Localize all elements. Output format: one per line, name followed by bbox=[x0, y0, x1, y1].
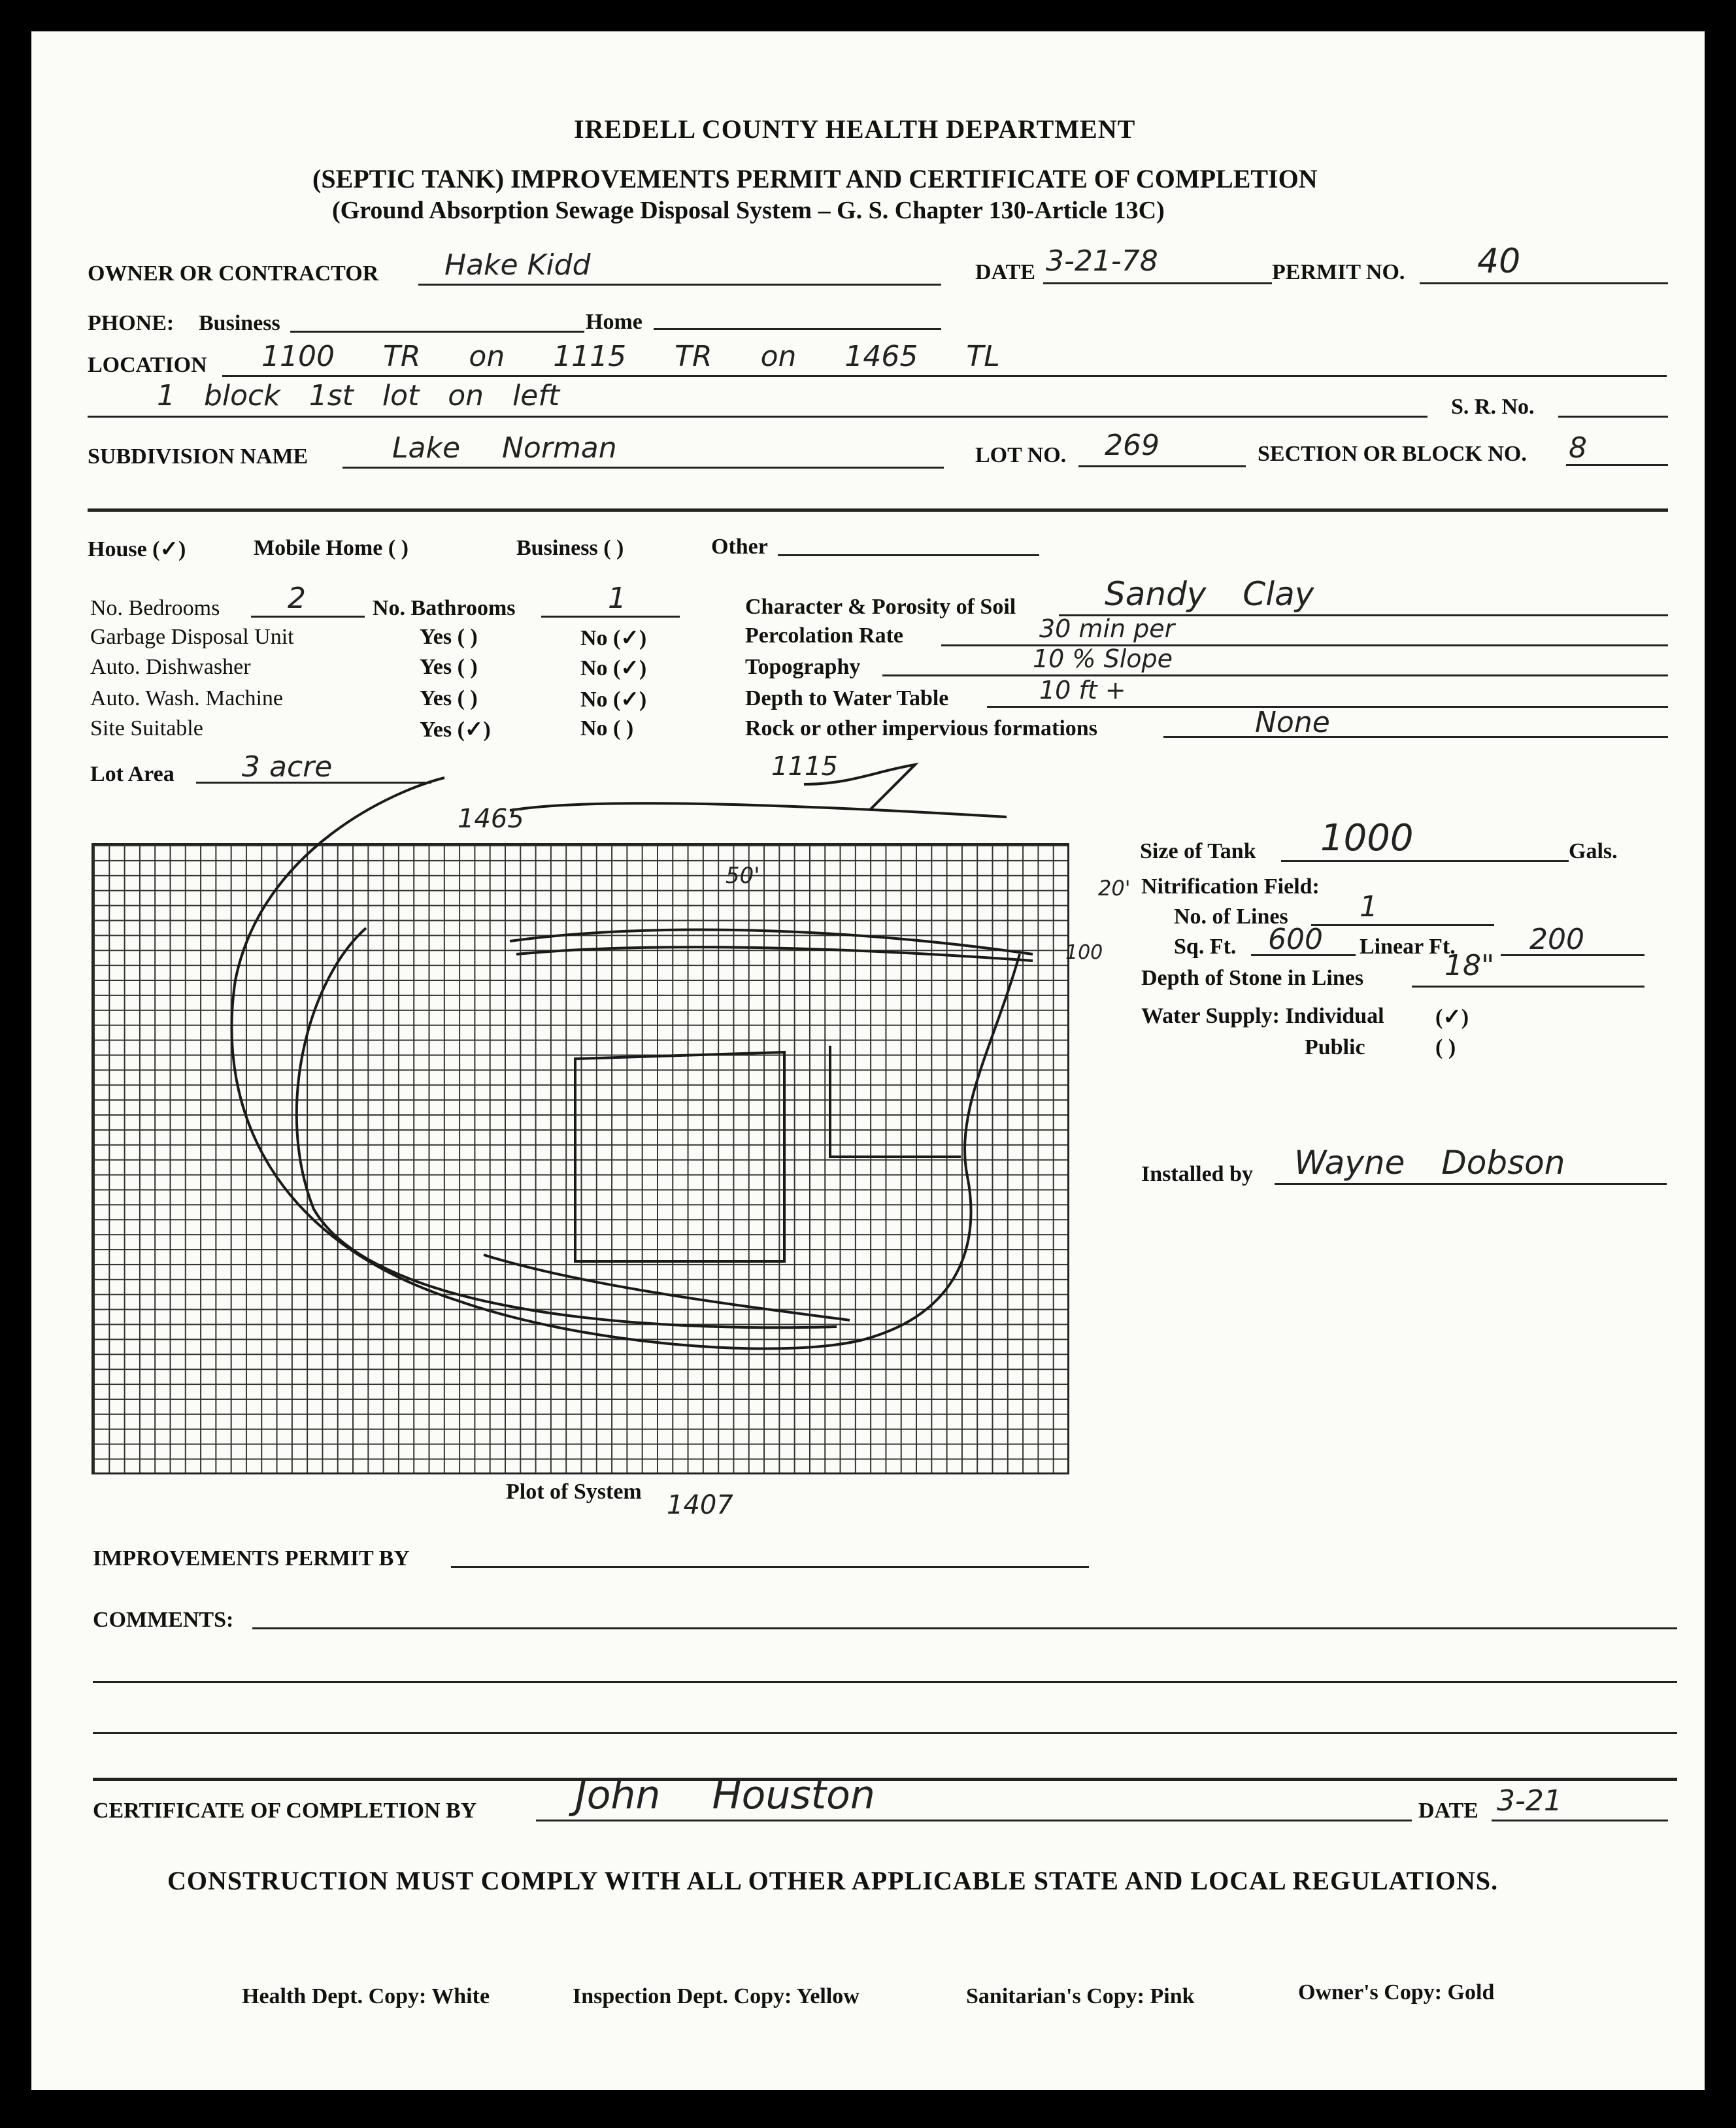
nitrification-label: Nitrification Field: bbox=[1141, 874, 1320, 899]
lot-area-label: Lot Area bbox=[90, 762, 175, 786]
owner-label: OWNER OR CONTRACTOR bbox=[88, 261, 379, 286]
plot-note: 50' bbox=[726, 863, 760, 889]
subdivision-value: Lake Norman bbox=[392, 431, 617, 465]
certificate-date-line bbox=[1492, 1820, 1668, 1821]
comments-line-3 bbox=[93, 1732, 1677, 1734]
type-business: Business ( ) bbox=[516, 536, 624, 560]
location-label: LOCATION bbox=[88, 353, 207, 377]
certificate-date-label: DATE bbox=[1418, 1799, 1478, 1823]
lines-line bbox=[1311, 924, 1494, 926]
installed-by-value: Wayne Dobson bbox=[1294, 1144, 1565, 1182]
stone-depth-value: 18" bbox=[1444, 949, 1495, 982]
fixture-row-no: No ( ) bbox=[580, 716, 634, 740]
topography-value: 10 % Slope bbox=[1033, 644, 1173, 673]
water-table-label: Depth to Water Table bbox=[745, 686, 949, 710]
lines-label: No. of Lines bbox=[1174, 905, 1288, 929]
certificate-line bbox=[536, 1820, 1412, 1821]
tank-size-unit: Gals. bbox=[1569, 839, 1618, 863]
water-table-value: 10 ft + bbox=[1039, 676, 1126, 705]
stone-depth-label: Depth of Stone in Lines bbox=[1141, 966, 1364, 990]
linear-ft-label: Linear Ft. bbox=[1360, 935, 1456, 959]
sr-no-label: S. R. No. bbox=[1451, 395, 1535, 419]
water-supply-label: Water Supply: Individual bbox=[1141, 1004, 1384, 1028]
fixture-row-no: No (✓) bbox=[580, 626, 647, 650]
rock-label: Rock or other impervious formations bbox=[745, 716, 1097, 740]
fixture-row-yes: Yes (✓) bbox=[420, 718, 491, 742]
date-label: DATE bbox=[975, 260, 1035, 284]
phone-home-label: Home bbox=[586, 310, 643, 334]
form-subtitle: (Ground Absorption Sewage Disposal System – G. S. Chapter 130-Article 13C) bbox=[332, 197, 1165, 224]
footer-divider bbox=[93, 1778, 1677, 1781]
water-supply-individual: (✓) bbox=[1435, 1005, 1469, 1029]
plot-note: 1407 bbox=[667, 1490, 733, 1520]
installed-by-label: Installed by bbox=[1141, 1162, 1253, 1186]
plot-note: 20' bbox=[1098, 876, 1131, 901]
perc-rate-value: 30 min per bbox=[1039, 614, 1175, 643]
perc-rate-label: Percolation Rate bbox=[745, 623, 904, 648]
sqft-value: 600 bbox=[1268, 923, 1323, 956]
comments-line-1 bbox=[252, 1627, 1677, 1629]
comments-line-2 bbox=[93, 1681, 1677, 1683]
copy-distribution: Health Dept. Copy: White bbox=[242, 1984, 490, 2008]
installed-by-line bbox=[1275, 1183, 1667, 1185]
rock-value: None bbox=[1255, 706, 1330, 739]
bedrooms-value: 2 bbox=[288, 582, 306, 615]
certificate-signature: John Houston bbox=[575, 1772, 875, 1818]
section-label: SECTION OR BLOCK NO. bbox=[1258, 442, 1527, 466]
tank-size-value: 1000 bbox=[1320, 817, 1414, 859]
date-value: 3-21-78 bbox=[1046, 244, 1158, 278]
soil-character-label: Character & Porosity of Soil bbox=[745, 595, 1016, 619]
section-value: 8 bbox=[1569, 431, 1587, 465]
copy-distribution: Sanitarian's Copy: Pink bbox=[966, 1984, 1195, 2008]
fixture-row-no: No (✓) bbox=[580, 656, 647, 680]
tank-size-label: Size of Tank bbox=[1140, 839, 1256, 863]
bathrooms-value: 1 bbox=[608, 582, 626, 615]
certificate-date-value: 3-21 bbox=[1497, 1784, 1562, 1818]
soil-character-value: Sandy Clay bbox=[1105, 575, 1314, 613]
fixture-row-label: Site Suitable bbox=[90, 716, 203, 740]
location-value-2: 1 block 1st lot on left bbox=[157, 379, 560, 412]
permit-by-label: IMPROVEMENTS PERMIT BY bbox=[93, 1546, 410, 1571]
plot-note: 100 bbox=[1065, 941, 1103, 964]
fixture-row-no: No (✓) bbox=[580, 688, 647, 712]
permit-no-label: PERMIT NO. bbox=[1272, 260, 1405, 284]
permit-no-value: 40 bbox=[1477, 242, 1521, 281]
stone-depth-line bbox=[1412, 986, 1644, 988]
lot-no-label: LOT NO. bbox=[975, 443, 1067, 467]
department-heading: IREDELL COUNTY HEALTH DEPARTMENT bbox=[574, 114, 1136, 144]
copy-distribution: Owner's Copy: Gold bbox=[1298, 1980, 1495, 2004]
type-house: House (✓) bbox=[88, 537, 186, 561]
plot-note: 1465 bbox=[458, 804, 524, 834]
plot-note: 1115 bbox=[771, 752, 838, 782]
fixture-row-yes: Yes ( ) bbox=[420, 625, 478, 649]
fixture-row-yes: Yes ( ) bbox=[420, 655, 478, 679]
fixture-row-yes: Yes ( ) bbox=[420, 686, 478, 710]
phone-label: PHONE: bbox=[88, 311, 175, 335]
phone-business-label: Business bbox=[199, 311, 280, 335]
topography-label: Topography bbox=[745, 655, 861, 679]
plot-caption: Plot of System bbox=[506, 1480, 642, 1504]
certificate-label: CERTIFICATE OF COMPLETION BY bbox=[93, 1799, 477, 1823]
sqft-label: Sq. Ft. bbox=[1174, 935, 1237, 959]
copy-distribution: Inspection Dept. Copy: Yellow bbox=[573, 1984, 860, 2008]
water-supply-public-label: Public bbox=[1305, 1035, 1365, 1059]
location-value-1: 1100 TR on 1115 TR on 1465 TL bbox=[261, 340, 1000, 373]
form-title: (SEPTIC TANK) IMPROVEMENTS PERMIT AND CERTIFICATE OF COMPLETION bbox=[312, 164, 1318, 193]
lot-no-value: 269 bbox=[1105, 429, 1160, 462]
lot-area-value: 3 acre bbox=[242, 750, 333, 784]
subdivision-label: SUBDIVISION NAME bbox=[88, 444, 309, 469]
bathrooms-label: No. Bathrooms bbox=[373, 596, 516, 620]
fixture-row-label: Auto. Wash. Machine bbox=[90, 686, 284, 710]
linear-ft-value: 200 bbox=[1529, 923, 1584, 956]
permit-by-line bbox=[451, 1566, 1089, 1568]
fixture-row-label: Garbage Disposal Unit bbox=[90, 625, 294, 649]
water-supply-public: ( ) bbox=[1435, 1035, 1456, 1059]
compliance-notice: CONSTRUCTION MUST COMPLY WITH ALL OTHER APPLICABLE STATE AND LOCAL REGULATIONS. bbox=[167, 1866, 1499, 1895]
comments-label: COMMENTS: bbox=[93, 1608, 234, 1632]
fixture-row-label: Auto. Dishwasher bbox=[90, 655, 251, 679]
tank-size-line bbox=[1281, 860, 1569, 862]
type-other-label: Other bbox=[711, 535, 768, 559]
bedrooms-label: No. Bedrooms bbox=[90, 596, 220, 620]
type-mobile-home: Mobile Home ( ) bbox=[254, 536, 409, 560]
lines-value: 1 bbox=[1360, 890, 1378, 923]
owner-value: Hake Kidd bbox=[444, 248, 591, 282]
